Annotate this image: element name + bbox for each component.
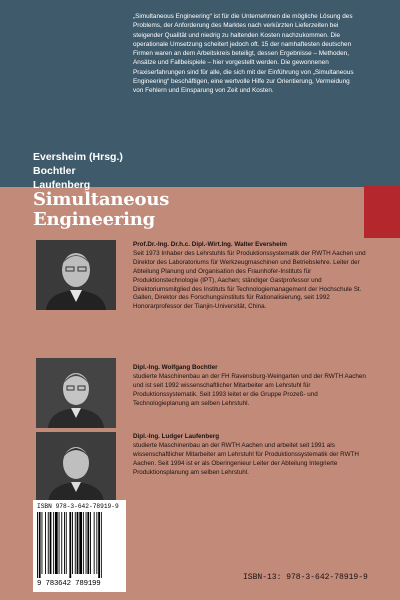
author-photo-eversheim xyxy=(36,240,116,310)
bio-laufenberg xyxy=(133,433,373,478)
bio-name: Prof.Dr.-Ing. Dr.h.c. Dipl.-Wirt.Ing. Walter Eversheim xyxy=(133,241,288,248)
isbn-digits: 9 783642 789199 xyxy=(37,580,101,588)
barcode-bar xyxy=(39,512,41,578)
barcode-bar xyxy=(48,512,49,574)
author-3: Laufenberg xyxy=(33,179,91,191)
bio-bochtler xyxy=(133,364,373,409)
book-title xyxy=(33,190,169,230)
barcode-bar xyxy=(90,512,91,574)
blurb-text: „Simultaneous Engineering“ ist für die Unternehmen die mögliche Lösung des Problems, der Anforderung des Marktes nach verkürzten Lieferzeiten bei steigender Qualität und niedrig zu haltenden Kosten nachzukommen. Die operationale Umsetzung scheitert jedoch oft. 15 der namhaftesten deutschen Firmen waren an dem Arbeitskreis beteiligt, dessen Ergebnisse – Methoden, Ansätze und Fallbeispiele – hier vorgestellt werden. Die gewonnenen Praxiserfahrungen sind für alle, die sich mit der Einführung von „Simultaneous Engineering“ beschäftigen, eine wertvolle Hilfe zur Orientierung, Vermeidung von Fehlern und Einsparung von Zeit und Kosten. xyxy=(133,13,354,95)
barcode-bar xyxy=(53,512,54,574)
barcode-bar xyxy=(94,512,95,574)
accent-block xyxy=(364,186,400,238)
barcode-bar xyxy=(96,512,97,574)
barcode-bar xyxy=(77,512,79,574)
barcode-bar xyxy=(50,512,52,574)
barcode-bars xyxy=(37,512,122,578)
barcode-bar xyxy=(61,512,62,574)
barcode-bar xyxy=(42,512,43,574)
barcode-bar xyxy=(64,512,65,574)
author-list xyxy=(33,150,123,192)
barcode-bar xyxy=(101,512,102,578)
barcode-bar xyxy=(83,512,84,574)
barcode-bar xyxy=(75,512,76,574)
title-line-2: Engineering xyxy=(33,209,156,230)
barcode-bar xyxy=(86,512,87,574)
isbn-label: ISBN 978-3-642-78919-9 xyxy=(37,503,119,510)
barcode-bar xyxy=(59,512,60,574)
barcode-bar xyxy=(87,512,89,574)
bio-eversheim xyxy=(133,241,373,312)
bio-name: Dipl.-Ing. Wolfgang Bochtler xyxy=(133,364,218,371)
author-2: Bochtler xyxy=(33,165,76,177)
barcode-bar xyxy=(69,512,71,578)
bio-text: studierte Maschinenbau an der FH Ravensburg-Weingarten und der RWTH Aachen und ist seit 1992 wissenschaftlicher Mitarbeiter am Lehrstuhl für Produktionssystematik. Seit 1993 leitet er die Gruppe Prozeß- und Technologieplanung am selben Lehrstuhl. xyxy=(133,372,366,407)
author-1: Eversheim (Hrsg.) xyxy=(33,151,123,163)
bio-name: Dipl.-Ing. Ludger Laufenberg xyxy=(133,433,220,440)
barcode-bar xyxy=(37,512,38,578)
title-line-1: Simultaneous xyxy=(33,189,170,210)
barcode xyxy=(33,500,126,592)
barcode-bar xyxy=(79,512,82,574)
barcode-bar xyxy=(55,512,58,574)
author-photo-laufenberg xyxy=(36,432,116,502)
barcode-bar xyxy=(45,512,46,574)
author-photo-bochtler xyxy=(36,358,116,428)
isbn-13: ISBN-13: 978-3-642-78919-9 xyxy=(243,573,368,582)
blurb xyxy=(133,12,361,96)
barcode-bar xyxy=(98,512,100,578)
barcode-bar xyxy=(66,512,67,574)
bio-text: studierte Maschinenbau an der RWTH Aachen und arbeitet seit 1991 als wissenschaftlicher Mitarbeiter am Lehrstuhl für Produktionssystematik der RWTH Aachen. Seit 1994 ist er als Oberingenieur Leiter der Abteilung Integrierte Produktionsplanung am selben Lehrstuhl. xyxy=(133,441,359,476)
bio-text: Seit 1973 Inhaber des Lehrstuhls für Produktionssystematik der RWTH Aachen und Direktor des Laboratoriums für Werkzeugmaschinen und Betriebslehre. Leiter der Abteilung Planung und Organisation des Fraunhofer-Instituts für Produktionstechnologie (IPT), Aachen; ständiger Gastprofessor und Direktoriumsmitglied des Instituts für Technologiemanagement der Hochschule St. Gallen, Direktor des Forschungsinstituts für Rationalisierung, seit 1992 Honorarprofessor der Tianjin-Universität, China. xyxy=(133,249,366,311)
barcode-bar xyxy=(72,512,73,574)
